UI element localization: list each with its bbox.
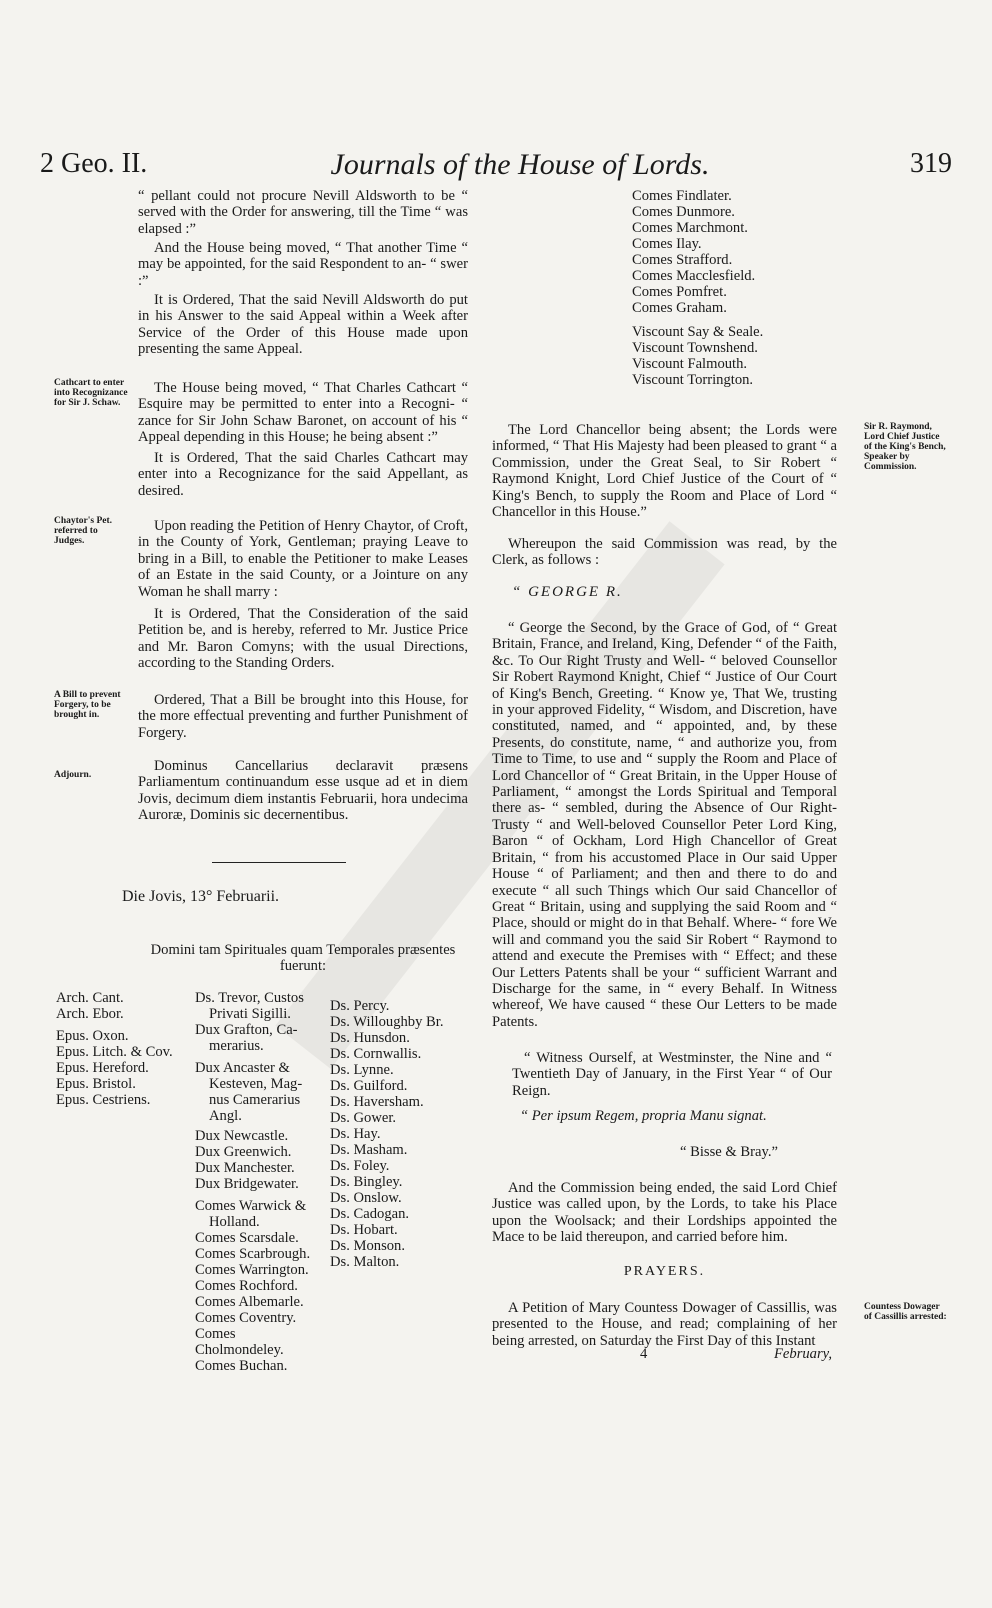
list-item: Ds. Cornwallis. [330,1046,422,1062]
margin-note: Cathcart to enter into Recognizance for Sir J. Schaw. [54,378,128,408]
date-heading [122,888,452,906]
list-item: Kesteven, Mag- [209,1076,303,1092]
paragraph: The House being moved, “ That Charles Cathcart “ Esquire may be permitted to enter into a Recogni- “ zance for Sir John Schaw Baronet, on account of his “ Appeal depending in this House; he being absent :” [138,380,468,446]
lords-list-col2 [195,990,325,1374]
margin-note: Countess Dowager of Cassillis arrested: [864,1302,947,1322]
list-item: Comes Buchan. [195,1358,288,1374]
lords-list-col1 [56,990,191,1108]
catchword: February, [774,1346,832,1362]
list-item: Ds. Hunsdon. [330,1030,410,1046]
page-number: 319 [910,148,952,179]
list-item: Dux Bridgewater. [195,1176,299,1192]
list-item: Comes Warwick & [195,1198,307,1214]
paragraph: Dominus Cancellarius declaravit præsens Parliamentum continuandum esse usque ad et in diem Jovis, decimum diem instantis Februarii, hora undecima Auroræ, Dominis sic decernentibus. [138,758,468,824]
list-item: Comes Rochford. [195,1278,298,1294]
list-item: Comes Pomfret. [632,284,727,300]
paragraph: It is Ordered, That the said Charles Cathcart may enter into a Recognizance for the said Appellant, as desired. [138,450,468,499]
paragraph: The Lord Chancellor being absent; the Lords were informed, “ That His Majesty had been pleased to grant “ a Commission, under the Great Seal, to Sir Robert “ Raymond Knight, Lord Chief Justice of the Court of “ King's Bench, to supply the Room and Place of Lord “ Chancellor in this House.” [492,422,837,521]
list-item: Ds. Trevor, Custos [195,990,304,1006]
lords-list-col3 [330,998,470,1270]
list-item: Ds. Willoughby Br. [330,1014,444,1030]
signature-mark: 4 [640,1346,648,1362]
list-item: Comes Albemarle. [195,1294,304,1310]
attendance-heading: Domini tam Spirituales quam Temporales præsentes fuerunt: [150,942,456,975]
margin-note: Sir R. Raymond, Lord Chief Justice of the King's Bench, Speaker by Commission. [864,422,946,472]
list-item: Epus. Cestriens. [56,1092,151,1108]
list-item: Comes Graham. [632,300,727,316]
list-item: Comes Coventry. [195,1310,297,1326]
paragraph: It is Ordered, That the Consideration of the said Petition be, and is hereby, referred to Mr. Justice Price and Mr. Baron Comyns; with the usual Directions, according to the Standing Orders. [138,606,468,672]
list-item: Privati Sigilli. [209,1006,291,1022]
list-item: Dux Manchester. [195,1160,295,1176]
paragraph: And the House being moved, “ That another Time “ may be appointed, for the said Respondent to an- “ swer :” [138,240,468,289]
list-item: Viscount Say & Seale. [632,324,764,340]
list-item: Dux Grafton, Ca- [195,1022,298,1038]
list-item: Ds. Masham. [330,1142,408,1158]
list-item: Comes Marchmont. [632,220,748,236]
list-item: Ds. Gower. [330,1110,397,1126]
paragraph: A Petition of Mary Countess Dowager of Cassillis, was presented to the House, and read; complaining of her being arrested, on Saturday the First Day of this Instant [492,1300,837,1349]
list-item: nus Camerarius [209,1092,301,1108]
paragraph: Whereupon the said Commission was read, by the Clerk, as follows : [492,536,837,569]
list-item: Dux Greenwich. [195,1144,292,1160]
paragraph: It is Ordered, That the said Nevill Aldsworth do put in his Answer to the said Appeal within a Week after Service of the Order of this House made upon presenting the same Appeal. [138,292,468,358]
list-item: Ds. Bingley. [330,1174,403,1190]
list-item: Ds. Malton. [330,1254,400,1270]
paragraph: Ordered, That a Bill be brought into this House, for the more effectual preventing and further Punishment of Forgery. [138,692,468,741]
margin-note: Chaytor's Pet. referred to Judges. [54,516,113,546]
list-item: Dux Ancaster & [195,1060,290,1076]
list-item: Ds. Hobart. [330,1222,398,1238]
list-item: Epus. Oxon. [56,1028,129,1044]
list-item: Comes Cholmondeley. [195,1326,284,1358]
list-item: Arch. Cant. [56,990,124,1006]
list-item: Dux Newcastle. [195,1128,289,1144]
list-item: Epus. Hereford. [56,1060,149,1076]
running-head-left: 2 Geo. II. [40,148,148,179]
list-item: Comes Ilay. [632,236,702,252]
list-item: Comes Strafford. [632,252,733,268]
list-item: Comes Scarbrough. [195,1246,311,1262]
page-header [40,148,952,188]
list-item: Viscount Falmouth. [632,356,748,372]
list-item: Viscount Torrington. [632,372,754,388]
list-item: Ds. Percy. [330,998,390,1014]
list-item: Holland. [209,1214,260,1230]
commission-text: “ George the Second, by the Grace of God, of “ Great Britain, France, and Ireland, King, Defender “ of the Faith, &c. To Our Right Trusty and Well- “ beloved Counsellor Sir Robert Raymond Knight, Chief “ Justice of Our Court of King's Bench, Greeting. “ Know ye, That We, trusting in your approved Fidelity, “ Wisdom, and Discretion, have constituted, named, and “ appointed, and, by these Presents, do constitute, name, “ and authorize you, from Time to Time, to use and “ supply the Room and Place of Lord Chancellor of “ Great Britain, in the Upper House of Parliament, “ amongst the Lords Spiritual and Temporal there as- “ sembled, during the Absence of Our Right-Trusty “ and Well-beloved Counsellor Peter Lord King, Baron “ of Ockham, Lord High Chancellor of Great Britain, “ from his accustomed Place in Our said Upper House “ of Parliament; and then and there to do and execute “ all such Things which Our said Chancellor of Great “ Britain, using and supplying the said Room and “ Place, should or might do in that Behalf. Where- “ fore We will and command you the said Sir Robert “ Raymond to attend and execute the Premises with “ Effect; and these Our Letters Patents shall be your “ sufficient Warrant and Discharge for the same, in “ every Behalf. In Witness whereof, We have caused “ these Our Letters to be made Patents. [492,620,837,1030]
margin-note: Adjourn. [54,770,92,780]
list-item: Arch. Ebor. [56,1006,124,1022]
paragraph: Upon reading the Petition of Henry Chaytor, of Croft, in the County of York, Gentleman; praying Leave to bring in a Bill, to enable the Petitioner to make Leases of an Estate in the said County, or a Jointure on any Woman he shall marry : [138,518,468,600]
list-item: Ds. Foley. [330,1158,390,1174]
list-item: Ds. Monson. [330,1238,406,1254]
list-item: Ds. Haversham. [330,1094,424,1110]
list-item: Viscount Townshend. [632,340,758,356]
royal-heading: “ GEORGE R. [512,584,623,600]
list-item: merarius. [209,1038,264,1054]
list-item: Ds. Lynne. [330,1062,394,1078]
list-item: Comes Macclesfield. [632,268,756,284]
running-head-title: Journals of the House of Lords. [330,148,710,181]
list-item: Ds. Cadogan. [330,1206,410,1222]
paragraph: And the Commission being ended, the said Lord Chief Justice was called upon, by the Lords, to take his Place upon the Woolsack; and their Lordships appointed the Mace to be laid thereupon, and carried before him. [492,1180,837,1246]
paragraph: “ pellant could not procure Nevill Aldsworth to be “ served with the Order for answering, till the Time “ was elapsed :” [138,188,468,237]
section-rule [212,862,346,863]
signature-line: “ Per ipsum Regem, propria Manu signat. [520,1108,767,1124]
list-item: Ds. Hay. [330,1126,381,1142]
list-item: Ds. Onslow. [330,1190,402,1206]
list-item: Comes Findlater. [632,188,732,204]
list-item: Comes Warrington. [195,1262,309,1278]
list-item: Comes Scarsdale. [195,1230,299,1246]
margin-note: A Bill to prevent Forgery, to be brought in. [54,690,121,720]
date-heading-text: Die Jovis, 13° Februarii. [122,888,280,905]
list-item: Angl. [209,1108,242,1124]
list-item: Comes Dunmore. [632,204,735,220]
section-heading-prayers: PRAYERS. [623,1264,706,1279]
list-item: Epus. Bristol. [56,1076,136,1092]
lords-list-continued [632,188,832,388]
witness-clause: “ Witness Ourself, at Westminster, the Nine and “ Twentieth Day of January, in the First Year “ of Our Reign. [512,1050,832,1099]
list-item: Ds. Guilford. [330,1078,408,1094]
list-item: Epus. Litch. & Cov. [56,1044,173,1060]
clerks: “ Bisse & Bray.” [680,1144,778,1160]
